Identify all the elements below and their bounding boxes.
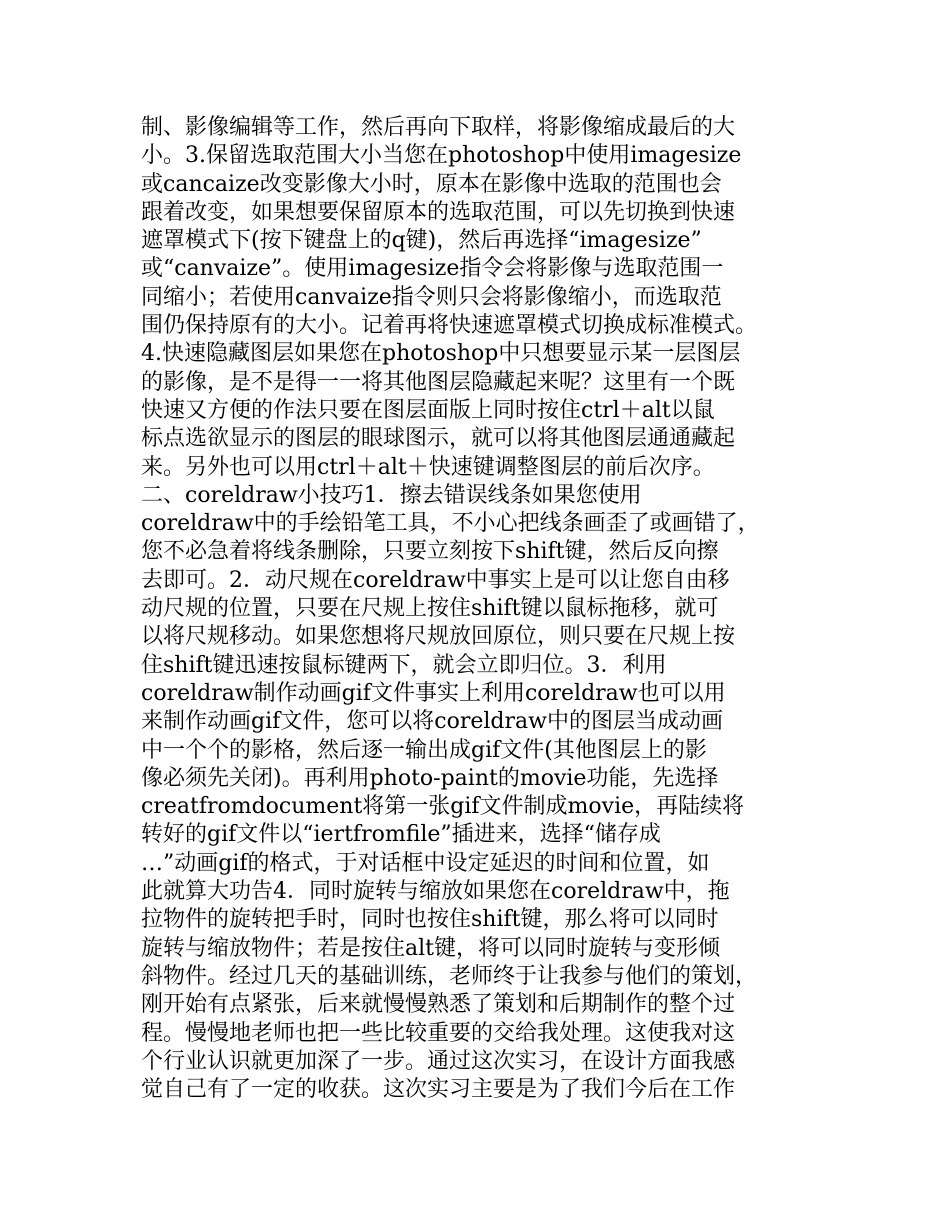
text-line: coreldraw中的手绘铅笔工具，不小心把线条画歪了或画错了， (141, 511, 760, 537)
text-line: 拉物件的旋转把手时，同时也按住shift键，那么将可以同时 (141, 907, 719, 933)
text-line: 斜物件。经过几天的基础训练，老师终于让我参与他们的策划， (141, 963, 758, 989)
text-line: 快速又方便的作法只要在图层面版上同时按住ctrl＋alt以鼠 (141, 397, 715, 423)
body-text (141, 114, 831, 1104)
text-line: 来制作动画gif文件，您可以将coreldraw中的图层当成动画 (141, 709, 723, 735)
text-line: 程。慢慢地老师也把一些比较重要的交给我处理。这使我对这 (141, 1020, 736, 1046)
text-line: 旋转与缩放物件；若是按住alt键，将可以同时旋转与变形倾 (141, 935, 720, 961)
text-line: 来。另外也可以用ctrl＋alt＋快速键调整图层的前后次序。 (141, 454, 715, 480)
text-line: 的影像，是不是得一一将其他图层隐藏起来呢？这里有一个既 (141, 369, 736, 395)
text-line: 或“canvaize”。使用imagesize指令会将影像与选取范围一 (141, 256, 724, 282)
text-line: 刚开始有点紧张，后来就慢慢熟悉了策划和后期制作的整个过 (141, 992, 736, 1018)
text-line: 个行业认识就更加深了一步。通过这次实习，在设计方面我感 (141, 1048, 736, 1074)
text-line: …”动画gif的格式，于对话框中设定延迟的时间和位置，如 (141, 850, 710, 876)
text-line: 动尺规的位置，只要在尺规上按住shift键以鼠标拖移，就可 (141, 596, 719, 622)
text-line: 二、coreldraw小技巧1．擦去错误线条如果您使用 (141, 482, 642, 508)
text-line: 制、影像编辑等工作，然后再向下取样，将影像缩成最后的大 (141, 115, 736, 140)
text-line: creatfromdocument将第一张gif文件制成movie，再陆续将 (141, 794, 745, 820)
text-line: 4.快速隐藏图层如果您在photoshop中只想要显示某一层图层 (141, 341, 741, 367)
text-line: 此就算大功告4．同时旋转与缩放如果您在coreldraw中，拖 (141, 879, 730, 905)
text-line: 转好的gif文件以“iertfromfile”插进来，选择“储存成 (141, 822, 661, 848)
text-line: 像必须先关闭)。再利用photo-paint的movie功能，先选择 (141, 765, 719, 791)
text-line: 去即可。2．动尺规在coreldraw中事实上是可以让您自由移 (141, 567, 730, 593)
text-line: 跟着改变，如果想要保留原本的选取范围，可以先切换到快速 (141, 199, 736, 225)
text-line: 遮罩模式下(按下键盘上的q键)，然后再选择“imagesize” (141, 228, 702, 254)
text-line: 同缩小；若使用canvaize指令则只会将影像缩小，而选取范 (141, 284, 722, 310)
text-line: 中一个个的影格，然后逐一输出成gif文件(其他图层上的影 (141, 737, 707, 763)
text-line: coreldraw制作动画gif文件事实上利用coreldraw也可以用 (141, 680, 726, 706)
text-line: 觉自己有了一定的收获。这次实习主要是为了我们今后在工作 (141, 1077, 736, 1103)
text-line: 住shift键迅速按鼠标键两下，就会立即归位。3．利用 (141, 652, 667, 678)
text-line: 您不必急着将线条删除，只要立刻按下shift键，然后反向擦 (141, 539, 719, 565)
text-line: 以将尺规移动。如果您想将尺规放回原位，则只要在尺规上按 (141, 624, 736, 650)
text-line: 标点选欲显示的图层的眼球图示，就可以将其他图层通通藏起 (141, 426, 736, 452)
text-line: 小。3.保留选取范围大小当您在photoshop中使用imagesize (141, 143, 742, 169)
text-line: 或cancaize改变影像大小时，原本在影像中选取的范围也会 (141, 171, 722, 197)
text-line: 围仍保持原有的大小。记着再将快速遮罩模式切换成标准模式。 (141, 313, 758, 339)
